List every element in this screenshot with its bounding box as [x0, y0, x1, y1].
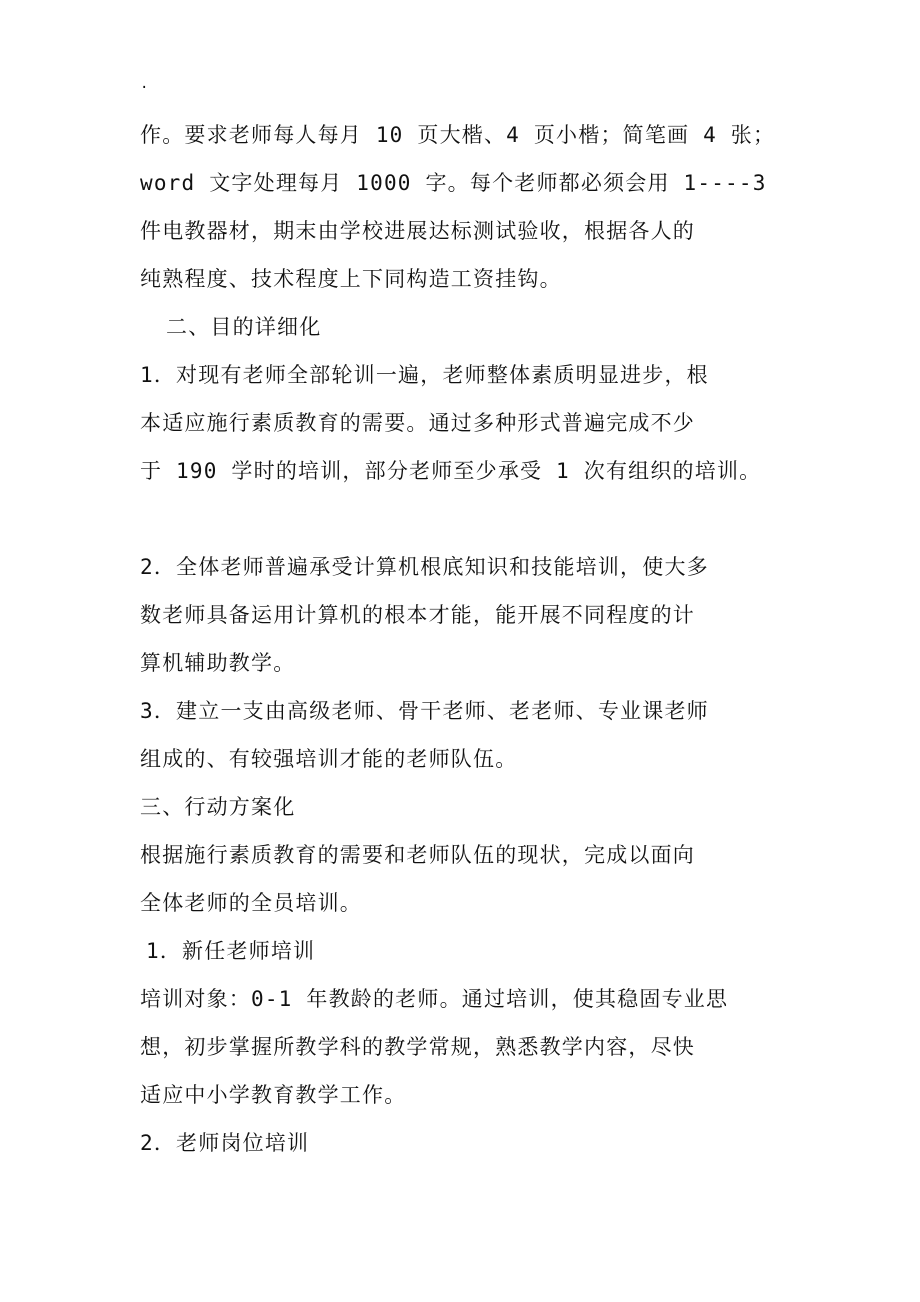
- paragraph-line: 1．对现有老师全部轮训一遍，老师整体素质明显进步，根: [140, 363, 709, 387]
- paragraph-line: 3．建立一支由高级老师、骨干老师、老老师、专业课老师: [140, 699, 709, 723]
- header-mark: .: [140, 76, 149, 92]
- paragraph-line: 数老师具备运用计算机的根本才能，能开展不同程度的计: [140, 603, 695, 627]
- paragraph-line: 适应中小学教育教学工作。: [140, 1083, 407, 1107]
- paragraph-line: 算机辅助教学。: [140, 651, 296, 675]
- paragraph-line: 2．全体老师普遍承受计算机根底知识和技能培训，使大多: [140, 555, 709, 579]
- paragraph-line: 根据施行素质教育的需要和老师队伍的现状，完成以面向: [140, 843, 695, 867]
- paragraph-line: 作。要求老师每人每月 10 页大楷、4 页小楷；简笔画 4 张；: [140, 123, 776, 147]
- subsection-heading: 2．老师岗位培训: [140, 1131, 310, 1155]
- subsection-heading: 1．新任老师培训: [146, 939, 316, 963]
- paragraph-line: word 文字处理每月 1000 字。每个老师都必须会用 1----3: [140, 171, 767, 195]
- paragraph-line: 全体老师的全员培训。: [140, 891, 362, 915]
- paragraph-line: 于 190 学时的培训，部分老师至少承受 1 次有组织的培训。: [140, 459, 762, 483]
- paragraph-line: 纯熟程度、技术程度上下同构造工资挂钩。: [140, 267, 562, 291]
- paragraph-line: 本适应施行素质教育的需要。通过多种形式普遍完成不少: [140, 411, 695, 435]
- paragraph-line: 件电教器材，期末由学校进展达标测试验收，根据各人的: [140, 219, 695, 243]
- paragraph-line: 想，初步掌握所教学科的教学常规，熟悉教学内容，尽快: [140, 1035, 695, 1059]
- section-heading: 三、行动方案化: [140, 795, 296, 819]
- section-heading: 二、目的详细化: [166, 315, 322, 339]
- paragraph-line: 培训对象：0-1 年教龄的老师。通过培训，使其稳固专业思: [140, 987, 729, 1011]
- paragraph-line: 组成的、有较强培训才能的老师队伍。: [140, 747, 518, 771]
